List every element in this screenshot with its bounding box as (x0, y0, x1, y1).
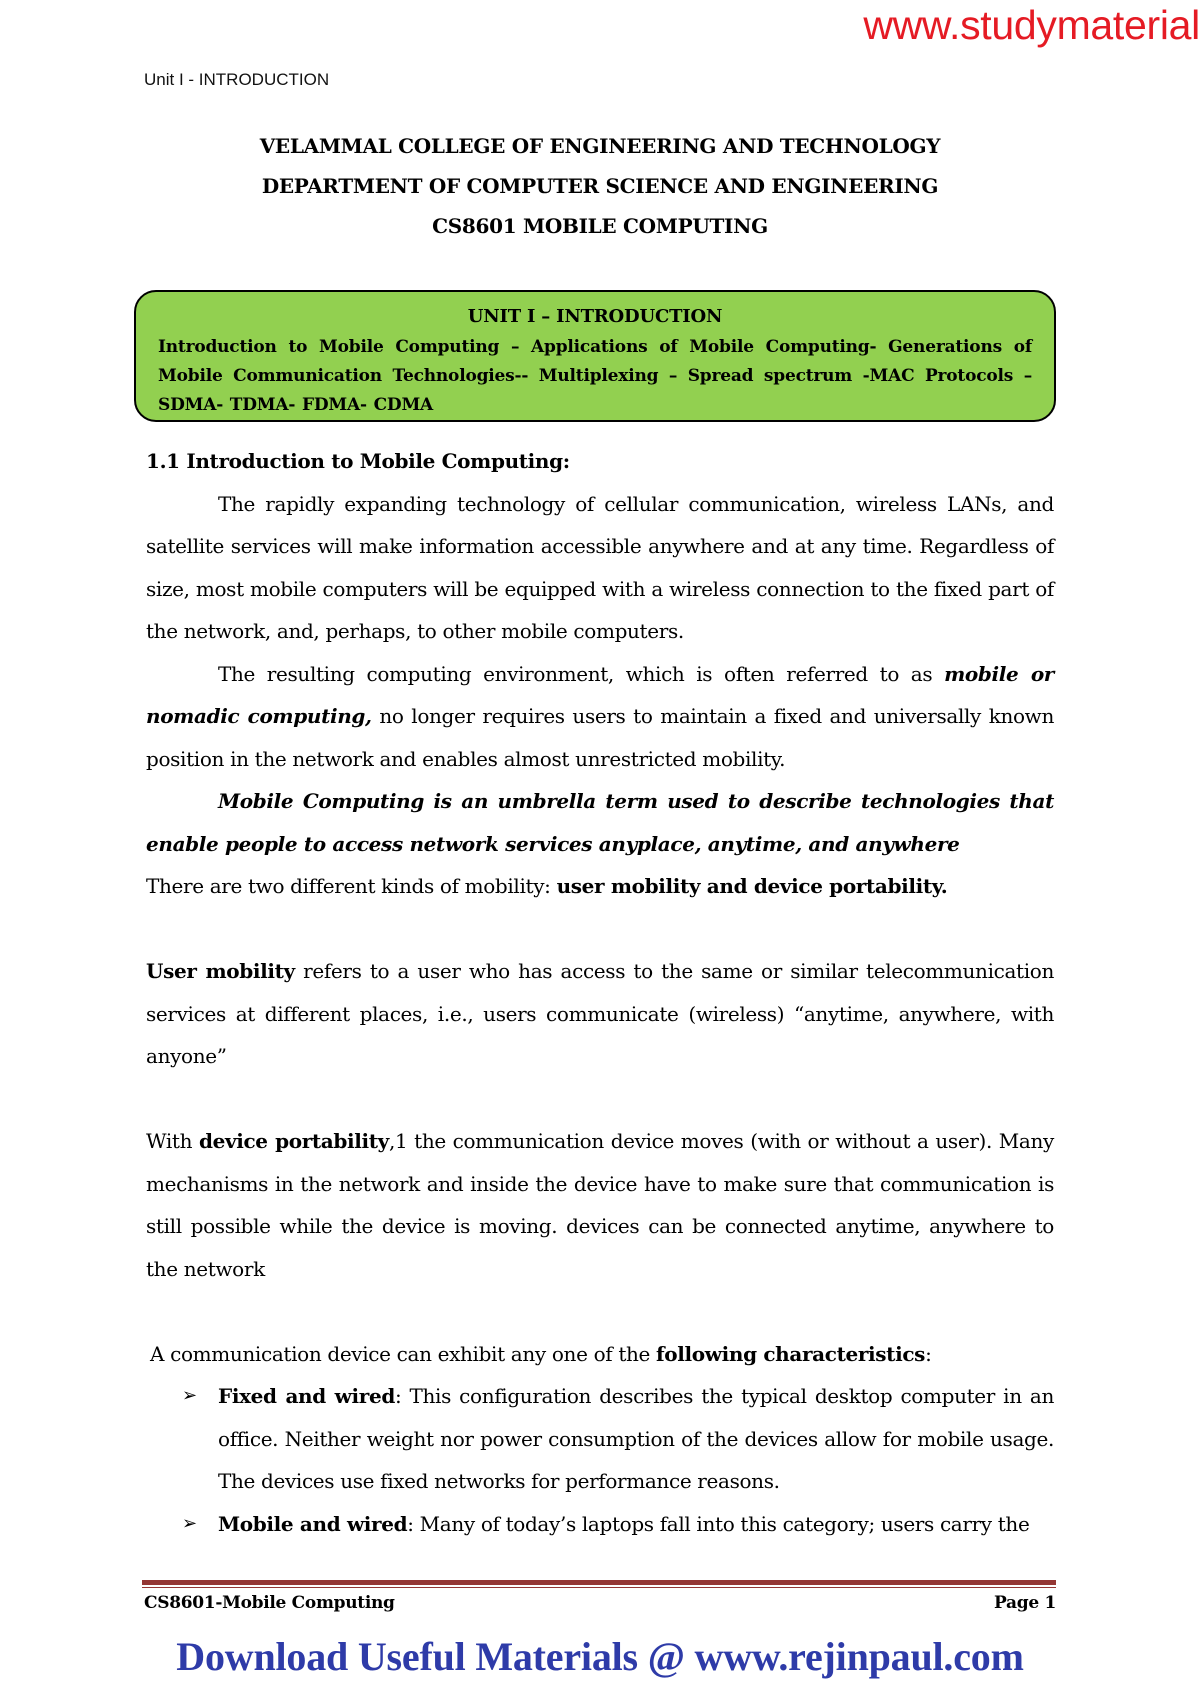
footer-rule (142, 1580, 1056, 1585)
watermark-url: www.studymaterial (863, 2, 1200, 48)
department-name: DEPARTMENT OF COMPUTER SCIENCE AND ENGINEERING (261, 174, 939, 198)
footer-rule-thin (142, 1587, 1056, 1588)
mobility-kinds-end: . (940, 874, 948, 898)
characteristics-bold: following characteristics (656, 1341, 926, 1366)
unit-topics: Introduction to Mobile Computing – Applications of Mobile Computing- Generations of Mobile Communication Technologies-- Multiplexing – Spread spectrum -MAC Protocols – SDMA- TDMA- FDMA- CDMA (158, 337, 1032, 415)
mobility-kinds-bold: user mobility and device portability (556, 874, 941, 898)
device-portability-lead: With (146, 1129, 199, 1153)
arrow-bullet-icon: ➢ (182, 1512, 197, 1534)
course-title: CS8601 MOBILE COMPUTING (432, 214, 768, 238)
download-banner: Download Useful Materials @ www.rejinpaul.com (176, 1634, 1024, 1679)
page-number: Page 1 (994, 1593, 1056, 1613)
spacer (146, 1290, 1054, 1333)
list-item-term: Fixed and wired (218, 1384, 395, 1408)
definition (146, 780, 1054, 865)
list-item-text: : This configuration describes the typical desktop computer in an office. Neither weight nor power consumption of the devices allow for mobile usage. The devices use fixed networks for performance reasons. (218, 1384, 1054, 1493)
unit-summary-box (134, 290, 1056, 422)
mobility-kinds-text: There are two different kinds of mobility: (146, 874, 557, 898)
paragraph-1: The rapidly expanding technology of cellular communication, wireless LANs, and satellite services will make information accessible anywhere and at any time. Regardless of size, most mobile computers will be equipped with a wireless connection to the fixed part of the network, and, perhaps, to other mobile computers. (146, 491, 1054, 643)
characteristics-intro (146, 1333, 1054, 1376)
device-portability-paragraph (146, 1120, 1054, 1290)
paragraph-2-text: The resulting computing environment, which is often referred to as (218, 661, 945, 686)
list-item (146, 1375, 1054, 1503)
mobility-kinds (146, 865, 1054, 908)
running-header: Unit I - INTRODUCTION (144, 70, 330, 89)
user-mobility-text: refers to a user who has access to the same or similar telecommunication services at different places, i.e., users communicate (wireless) “anytime, anywhere, with anyone” (146, 959, 1054, 1068)
list-item-text: : Many of today’s laptops fall into this category; users carry the (407, 1511, 1030, 1536)
list-item (146, 1503, 1054, 1543)
spacer (146, 1078, 1054, 1121)
arrow-bullet-icon: ➢ (182, 1385, 197, 1406)
definition-text: Mobile Computing is an umbrella term used to describe technologies that enable people to access network services anyplace, anytime, and anywhere (146, 789, 1054, 856)
spacer (146, 908, 1054, 951)
list-item-term: Mobile and wired (218, 1511, 408, 1536)
paragraph-2-emphasis: mobile or nomadic computing, (146, 661, 1054, 728)
paragraph-2 (146, 653, 1054, 781)
device-portability-term: device portability (198, 1129, 389, 1153)
footer-course: CS8601-Mobile Computing (144, 1593, 395, 1613)
characteristics-text: A communication device can exhibit any one of the (150, 1341, 657, 1366)
user-mobility-term: User mobility (146, 959, 295, 983)
characteristics-end: : (925, 1341, 932, 1366)
device-portability-text: ,1 the communication device moves (with or without a user). Many mechanisms in the network and inside the device have to make sure that communication is still possible while the device is moving. devices can be connected anytime, anywhere to the network (146, 1129, 1054, 1281)
section-heading: 1.1 Introduction to Mobile Computing: (146, 449, 570, 473)
unit-title: UNIT I – INTRODUCTION (467, 306, 723, 327)
user-mobility-paragraph (146, 950, 1054, 1078)
document-body (146, 440, 1054, 1543)
college-name: VELAMMAL COLLEGE OF ENGINEERING AND TECHNOLOGY (259, 134, 941, 158)
characteristics-list (146, 1375, 1054, 1543)
paragraph-2-text-end: no longer requires users to maintain a fixed and universally known position in the network and enables almost unrestricted mobility. (146, 704, 1054, 771)
